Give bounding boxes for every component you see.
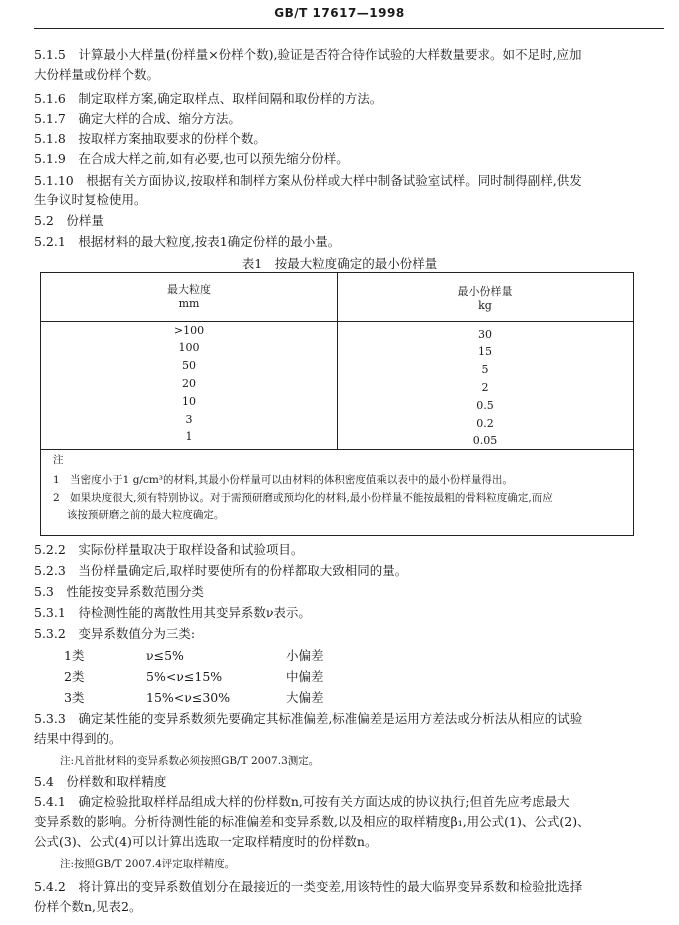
paragraph-line: [34, 898, 664, 916]
table-note: 2 如果块度很大,须有特别协议。对于需预研磨或预均化的材料,最小份样量不能按最粗的骨料粒度确定,而应: [53, 492, 553, 504]
clause-number: 5.3.3: [34, 711, 66, 726]
table-notes-rule: [41, 449, 633, 450]
table-cell-size: 3: [185, 413, 193, 426]
class-name: 3类: [64, 690, 85, 705]
table-cell-mass: 0.5: [476, 399, 494, 412]
clause-text: 公式(3)、公式(4)可以计算出选取一定取样精度时的份样数n。: [34, 834, 378, 849]
paragraph-line: [34, 604, 664, 622]
class-range: 15%<ν≤30%: [146, 690, 231, 705]
clause-number: 5.3: [34, 584, 54, 599]
table-cell-size: 100: [178, 341, 200, 354]
section-heading: [34, 583, 664, 601]
table-cell-mass: 2: [481, 381, 489, 394]
table-cell-mass: 30: [478, 328, 492, 341]
clause-number: 5.1.10: [34, 173, 74, 188]
clause-text: 确定检验批取样样品组成大样的份样数n,可按有关方面达成的协议执行;但首先应考虑最大: [78, 794, 570, 809]
clause-text: 变异系数值分为三类:: [78, 626, 196, 641]
clause-number: 5.3.2: [34, 626, 66, 641]
clause-text: 根据有关方面协议,按取样和制样方案从份样或大样中制备试验室试样。同时制得副样,供发: [86, 173, 582, 188]
paragraph-line: [34, 172, 664, 190]
table-cell-size: >100: [173, 324, 205, 337]
paragraph-line: [34, 730, 664, 748]
paragraph-line: [34, 66, 664, 84]
paragraph-line: [34, 625, 664, 643]
clause-text: 按取样方案抽取要求的份样个数。: [78, 131, 266, 146]
paragraph-line: [34, 233, 664, 251]
clause-text: 份样量: [66, 213, 104, 228]
header-rule: [34, 28, 664, 29]
col-header-mass-unit: kg: [478, 299, 492, 312]
clause-number: 5.2.2: [34, 542, 66, 557]
paragraph-line: [34, 191, 664, 209]
clause-text: 性能按变异系数范围分类: [66, 584, 204, 599]
clause-text: 大份样量或份样个数。: [34, 67, 160, 82]
table-cell-mass: 5: [481, 363, 489, 376]
note-text: 注:按照GB/T 2007.4评定取样精度。: [60, 858, 236, 870]
clause-text: 结果中得到的。: [34, 731, 122, 746]
table-note-label: 注: [53, 454, 64, 466]
paragraph-line: [34, 90, 664, 108]
table-cell-size: 20: [182, 377, 196, 390]
clause-number: 5.2: [34, 213, 54, 228]
paragraph-line: [34, 793, 664, 811]
paragraph-line: [34, 46, 664, 64]
class-name: 1类: [64, 648, 85, 663]
table-1: [40, 272, 634, 536]
class-range: ν≤5%: [146, 648, 184, 663]
clause-number: 5.3.1: [34, 605, 66, 620]
clause-text: 确定某性能的变异系数须先要确定其标准偏差,标准偏差是运用方差法或分析法从相应的试验: [78, 711, 583, 726]
clause-number: 5.1.7: [34, 111, 66, 126]
clause-text: 将计算出的变异系数值划分在最接近的一类变差,用该特性的最大临界变异系数和检验批选择: [78, 879, 583, 894]
class-desc: 小偏差: [286, 648, 324, 663]
clause-text: 计算最小大样量(份样量×份样个数),验证是否符合待作试验的大样数量要求。如不足时,应加: [78, 47, 582, 62]
section-heading: [34, 773, 664, 791]
clause-number: 5.4.1: [34, 794, 66, 809]
paragraph-line: [34, 562, 664, 580]
clause-text: 根据材料的最大粒度,按表1确定份样的最小量。: [78, 234, 341, 249]
class-desc: 中偏差: [286, 669, 324, 684]
clause-text: 份样数和取样精度: [66, 774, 167, 789]
clause-number: 5.2.3: [34, 563, 66, 578]
col-header-mass: [337, 285, 633, 313]
clause-text: 制定取样方案,确定取样点、取样间隔和取份样的方法。: [78, 91, 383, 106]
clause-text: 份样个数n,见表2。: [34, 899, 142, 914]
clause-number: 5.2.1: [34, 234, 66, 249]
clause-text: 变异系数的影响。分析待测性能的标准偏差和变异系数,以及相应的取样精度β₁,用公式(1)、公式(2)、: [34, 814, 590, 829]
class-range: 5%<ν≤15%: [146, 669, 223, 684]
col-header-size-unit: mm: [178, 297, 200, 310]
clause-text: 当份样量确定后,取样时要使所有的份样都取大致相同的量。: [78, 563, 408, 578]
class-desc: 大偏差: [286, 690, 324, 705]
table-cell-size: 50: [182, 359, 196, 372]
clause-number: 5.1.6: [34, 91, 66, 106]
paragraph-line: [34, 130, 664, 148]
clause-text: 生争议时复检使用。: [34, 192, 147, 207]
paragraph-line: [34, 110, 664, 128]
table-cell-size: 10: [182, 395, 196, 408]
clause-number: 5.1.9: [34, 151, 66, 166]
table-caption: 表1 按最大粒度确定的最小份样量: [241, 256, 438, 271]
clause-text: 待检测性能的离散性用其变异系数ν表示。: [78, 605, 311, 620]
paragraph-line: [34, 541, 664, 559]
clause-number: 5.1.5: [34, 47, 66, 62]
paragraph-line: [34, 878, 664, 896]
clause-number: 5.4: [34, 774, 54, 789]
paragraph-line: [34, 710, 664, 728]
note-text: 注:凡首批材料的变异系数必须按照GB/T 2007.3测定。: [60, 755, 320, 767]
table-header-rule: [41, 321, 633, 322]
table-cell-mass: 0.2: [476, 417, 494, 430]
paragraph-line: [34, 150, 664, 168]
page-header: GB/T 17617—1998: [274, 6, 405, 20]
clause-number: 5.1.8: [34, 131, 66, 146]
class-name: 2类: [64, 669, 85, 684]
table-cell-mass: 15: [478, 345, 492, 358]
clause-text: 实际份样量取决于取样设备和试验项目。: [78, 542, 304, 557]
table-note: 1 当密度小于1 g/cm³的材料,其最小份样量可以由材料的体积密度值乘以表中的最小份样量得出。: [53, 474, 513, 486]
section-heading: [34, 212, 664, 230]
col-header-mass-label: 最小份样量: [457, 285, 513, 298]
clause-text: 在合成大样之前,如有必要,也可以预先缩分份样。: [78, 151, 349, 166]
table-cell-size: 1: [185, 430, 193, 443]
paragraph-line: [34, 833, 664, 851]
clause-number: 5.4.2: [34, 879, 66, 894]
col-header-size-label: 最大粒度: [167, 283, 211, 296]
table-note: 该按预研磨之前的最大粒度确定。: [53, 509, 225, 521]
paragraph-line: [34, 813, 664, 831]
clause-text: 确定大样的合成、缩分方法。: [78, 111, 241, 126]
col-header-size: [41, 283, 337, 311]
table-cell-mass: 0.05: [472, 434, 498, 447]
